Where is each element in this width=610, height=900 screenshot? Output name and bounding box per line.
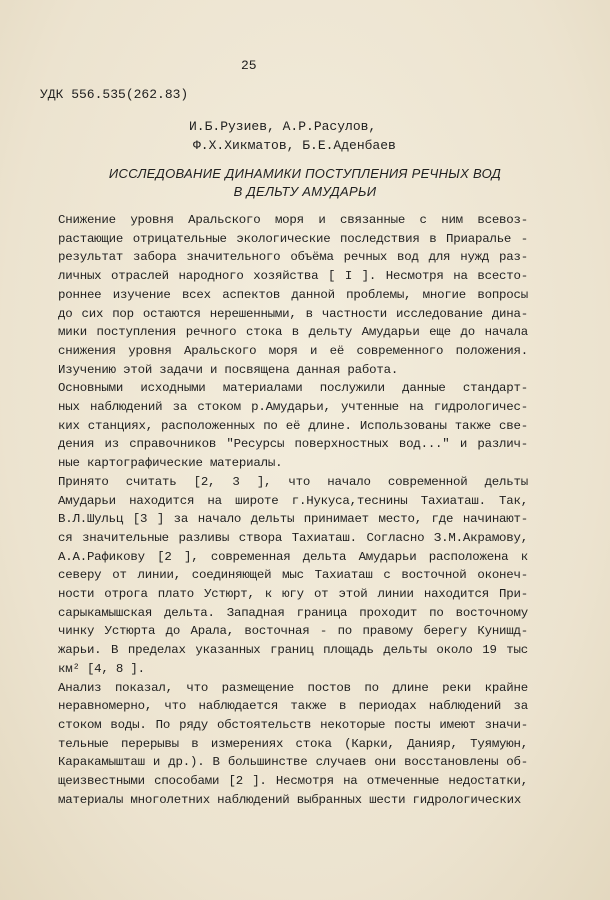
body-text-line: растающие отрицательные экологические последствия в Приаралье - bbox=[58, 231, 528, 246]
body-text-line: ных наблюдений за стоком р.Амударьи, учтенные на гидрологичес- bbox=[58, 400, 528, 414]
body-text-line: тельные перерывы в измерениях стока (Карки, Данияр, Туямуюн, bbox=[58, 736, 528, 751]
body-text-line: Снижение уровня Аральского моря и связанные с ним всевоз- bbox=[58, 213, 528, 227]
body-text-line: результат забора значительного объёма речных вод для нужд раз- bbox=[58, 250, 528, 265]
body-text-line: стоком воды. По ряду обстоятельств некоторые посты имеют значи- bbox=[58, 717, 528, 732]
body-text-line: ких станциях, расположенных по её длине. Использованы также све- bbox=[58, 418, 528, 433]
body-text-line: щеизвестными способами [2 ]. Несмотря на отмеченные недостатки, bbox=[58, 774, 528, 788]
body-text-line: роннее изучение всех аспектов данной проблемы, многие вопросы bbox=[58, 287, 528, 302]
body-text-line: Принято считать [2, 3 ], что начало современной дельты bbox=[58, 474, 528, 489]
body-text-line: мики поступления речного стока в дельту Амударьи еще до начала bbox=[58, 325, 528, 340]
page-number: 25 bbox=[241, 58, 257, 73]
body-text-line: А.А.Рафикову [2 ], современная дельта Амударьи расположена к bbox=[58, 549, 528, 564]
body-text-line: чинку Устюрта до Арала, восточная - по правому берегу Кунишд- bbox=[58, 624, 528, 639]
body-text-line: ся значительные разливы створа Тахиаташ. Согласно З.М.Акрамову, bbox=[58, 530, 528, 545]
body-text-line: Амударьи находится на широте г.Нукуса,теснины Тахиаташ. Так, bbox=[58, 493, 528, 508]
body-text-line: жарьи. В пределах указанных границ площадь дельты около 19 тыс bbox=[58, 643, 528, 658]
body-text-line: снижения уровня Аральского моря и её современного положения. bbox=[58, 343, 528, 358]
article-title: В ДЕЛЬТУ АМУДАРЬИ bbox=[233, 184, 377, 199]
authors-line: Ф.Х.Хикматов, Б.Е.Аденбаев bbox=[193, 138, 396, 153]
body-text-line: до сих пор остаются нерешенными, в частности исследование дина- bbox=[58, 306, 528, 321]
udk-code: УДК 556.535(262.83) bbox=[40, 87, 189, 102]
body-text-line: ности отрога плато Устюрт, к югу от этой линии находится При- bbox=[58, 587, 528, 601]
body-text-line: неравномерно, что наблюдается также в периодах наблюдений за bbox=[58, 699, 528, 714]
body-text-line: Основными исходными материалами послужили данные стандарт- bbox=[58, 381, 528, 396]
body-text-line: дения из справочников "Ресурсы поверхностных вод..." и различ- bbox=[58, 437, 528, 452]
body-text-line: личных отраслей народного хозяйства [ I ]. Несмотря на всесто- bbox=[58, 269, 528, 284]
body-text-line: В.Л.Шульц [3 ] за начало дельты принимает место, где начинают- bbox=[58, 512, 528, 527]
body-text-line: сарыкамышская дельта. Западная граница проходит по восточному bbox=[58, 605, 528, 620]
body-text-line: Каракамышташ и др.). В большинстве случаев они восстановлены об- bbox=[58, 755, 528, 770]
authors-line: И.Б.Рузиев, А.Р.Расулов, bbox=[189, 119, 377, 134]
body-text-line: северу от линии, соединяющей мыс Тахиаташ с восточной оконеч- bbox=[58, 568, 528, 583]
article-title: ИССЛЕДОВАНИЕ ДИНАМИКИ ПОСТУПЛЕНИЯ РЕЧНЫХ ВОД bbox=[108, 166, 502, 181]
body-text-line: Изучению этой задачи и посвящена данная работа. bbox=[58, 362, 399, 377]
body-text-line: материалы многолетних наблюдений выбранных шести гидрологических bbox=[58, 792, 522, 807]
body-text-line: Анализ показал, что размещение постов по длине реки крайне bbox=[58, 680, 528, 695]
body-text-line: км² [4, 8 ]. bbox=[58, 661, 145, 676]
body-text-line: ные картографические материалы. bbox=[58, 456, 283, 471]
